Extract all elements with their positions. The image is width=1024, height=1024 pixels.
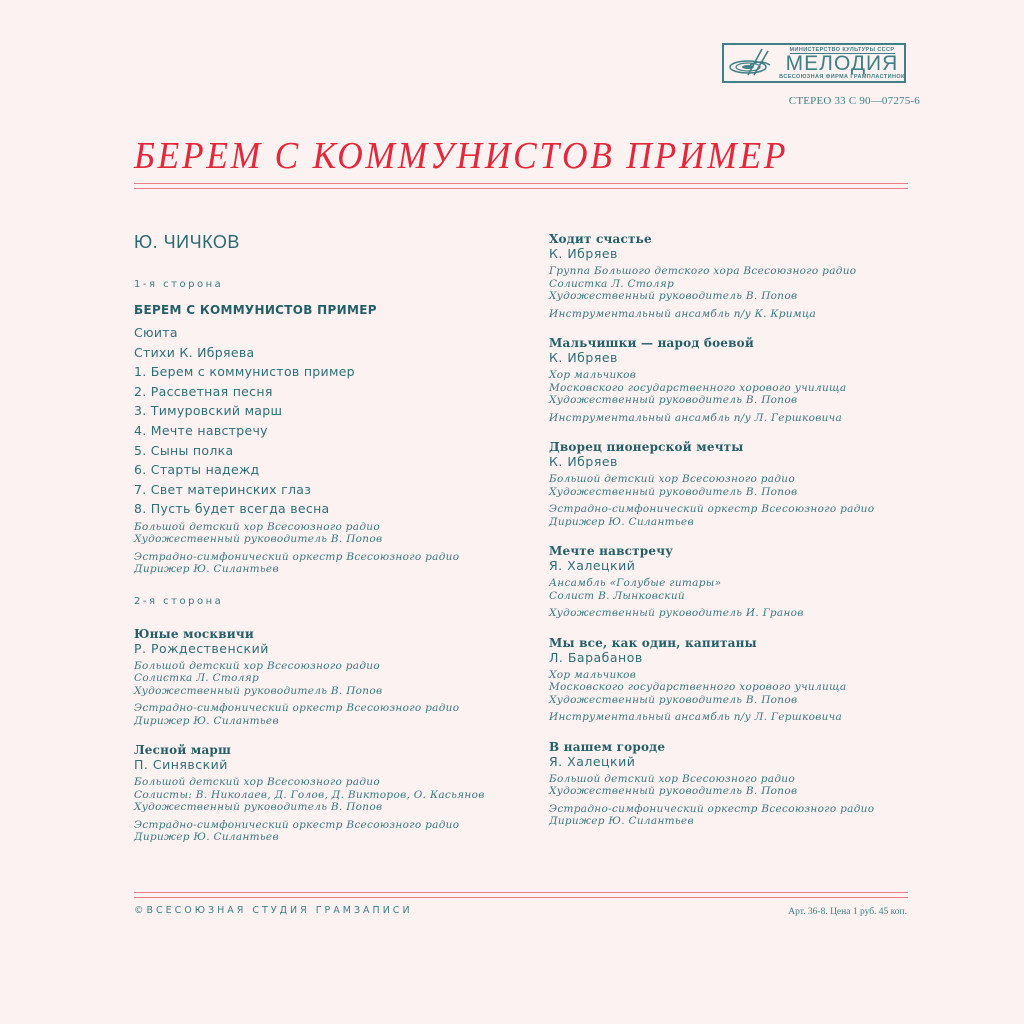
track-item: 3. Тимуровский марш — [134, 403, 283, 419]
credit-group — [134, 660, 514, 698]
song-author: Я. Халецкий — [549, 753, 636, 769]
credit-group — [134, 702, 514, 727]
credit-group — [549, 503, 929, 528]
credit-line: Художественный руководитель В. Попов — [549, 785, 798, 797]
song-title: Мальчишки — народ боевой — [549, 336, 754, 350]
credit-group — [549, 265, 929, 303]
side-2-label: 2-я сторона — [134, 595, 224, 607]
credit-group — [134, 819, 514, 844]
credit-line: Эстрадно-симфонический оркестр Всесоюзного радио — [134, 550, 460, 563]
credit-line: Художественный руководитель В. Попов — [549, 394, 798, 406]
credit-line: Большой детский хор Всесоюзного радио — [549, 772, 795, 785]
credit-line: Художественный руководитель И. Гранов — [549, 607, 804, 619]
credit-line: Дирижер Ю. Силантьев — [134, 714, 279, 727]
credit-line: Московского государственного хорового училища — [549, 381, 847, 394]
track-item: 8. Пусть будет всегда весна — [134, 501, 330, 517]
credit-line: Солисты: В. Николаев, Д. Голов, Д. Викторов, О. Касьянов — [134, 788, 485, 801]
song-title: Мы все, как один, капитаны — [549, 635, 757, 650]
track-item: 5. Сыны полка — [134, 442, 234, 458]
song-title: В нашем городе — [549, 739, 666, 754]
credit-line: Инструментальный ансамбль п/у Л. Гершковича — [549, 411, 843, 424]
credit-line: Солистка Л. Столяр — [134, 672, 260, 685]
side-1-label: 1-я сторона — [134, 279, 224, 290]
record-emblem-icon — [726, 45, 780, 81]
credit-line: Дирижер Ю. Силантьев — [549, 815, 694, 827]
song-title: Юные москвичи — [134, 626, 254, 641]
track-item: 2. Рассветная песня — [134, 383, 273, 399]
song-entry — [549, 544, 929, 620]
credit-line: Эстрадно-симфонический оркестр Всесоюзного радио — [134, 702, 460, 715]
catalog-number: СТЕРЕО 33 С 90—07275-6 — [788, 95, 920, 107]
song-entry — [549, 336, 929, 424]
credit-group — [549, 369, 929, 407]
credit-line: Московского государственного хорового училища — [549, 681, 847, 693]
song-author: К. Ибряев — [549, 454, 618, 469]
suite-lyrics: Стихи К. Ибряева — [134, 344, 255, 360]
credit-line: Большой детский хор Всесоюзного радио — [134, 520, 380, 533]
credit-group — [549, 607, 929, 620]
song-author: Л. Барабанов — [549, 649, 643, 665]
credit-line: Ансамбль «Голубые гитары» — [549, 577, 722, 589]
copyright-icon: © — [134, 905, 147, 916]
logo-brand: МЕЛОДИЯ — [785, 51, 899, 75]
credit-line: Большой детский хор Всесоюзного радио — [549, 473, 795, 485]
credit-line: Дирижер Ю. Силантьев — [134, 563, 279, 576]
track-item: 4. Мечте навстречу — [134, 422, 268, 438]
left-column — [134, 232, 514, 860]
credit-line: Дирижер Ю. Силантьев — [549, 515, 694, 528]
credit-line: Большой детский хор Всесоюзного радио — [134, 776, 380, 789]
credit-line: Эстрадно-симфонический оркестр Всесоюзного радио — [134, 818, 460, 831]
song-entry — [549, 232, 929, 320]
price-info: Арт. 36-8. Цена 1 руб. 45 коп. — [788, 907, 907, 917]
song-title: Мечте навстречу — [549, 544, 674, 558]
song-author: К. Ибряев — [549, 246, 618, 261]
credit-group — [549, 711, 929, 724]
credit-group — [134, 776, 514, 814]
credit-group — [549, 412, 929, 425]
credit-line: Хор мальчиков — [549, 668, 637, 681]
credit-line: Художественный руководитель В. Попов — [134, 684, 383, 697]
song-author: П. Синявский — [134, 757, 228, 773]
logo-firm-line: ВСЕСОЮЗНАЯ ФИРМА ГРАМПЛАСТИНОК — [779, 73, 905, 80]
album-title: БЕРЕМ С КОММУНИСТОВ ПРИМЕР — [134, 135, 789, 177]
credit-line: Художественный руководитель В. Попов — [134, 801, 383, 814]
track-item: 7. Свет материнских глаз — [134, 481, 312, 497]
credit-line: Художественный руководитель В. Попов — [549, 290, 798, 302]
credit-group — [549, 577, 929, 602]
credit-line: Большой детский хор Всесоюзного радио — [134, 659, 380, 672]
suite-title: БЕРЕМ С КОММУНИСТОВ ПРИМЕР — [134, 303, 377, 317]
song-title: Дворец пионерской мечты — [549, 440, 744, 454]
credit-line: Эстрадно-симфонический оркестр Всесоюзного радио — [549, 802, 875, 815]
song-author: К. Ибряев — [549, 350, 618, 365]
track-item: 1. Берем с коммунистов пример — [134, 364, 355, 380]
title-divider — [134, 183, 908, 189]
publisher-name: ВСЕСОЮЗНАЯ СТУДИЯ ГРАМЗАПИСИ — [146, 905, 413, 916]
song-entry — [549, 636, 929, 724]
credit-line: Дирижер Ю. Силантьев — [134, 831, 279, 844]
song-entry — [549, 440, 929, 528]
credit-group — [549, 473, 929, 498]
credit-group — [549, 803, 929, 828]
credit-group — [134, 521, 514, 546]
credit-group — [549, 669, 929, 707]
credit-line: Инструментальный ансамбль п/у Л. Гершковича — [549, 711, 843, 723]
track-list — [134, 362, 514, 519]
side-2-section — [134, 596, 514, 844]
credit-line: Группа Большого детского хора Всесоюзного радио — [549, 265, 857, 277]
credit-line: Хор мальчиков — [549, 369, 637, 381]
song-author: Р. Рождественский — [134, 640, 269, 656]
credit-line: Художественный руководитель В. Попов — [549, 693, 798, 706]
credit-group — [549, 308, 929, 321]
suite-credits — [134, 521, 514, 576]
song-title: Ходит счастье — [549, 232, 652, 246]
track-item: 6. Старты надежд — [134, 462, 260, 478]
credit-line: Солистка Л. Столяр — [549, 277, 675, 290]
song-entry — [134, 627, 514, 728]
publisher-credit — [134, 905, 413, 916]
song-entry — [134, 743, 514, 844]
composer-name: Ю. ЧИЧКОВ — [134, 232, 240, 252]
credit-line: Художественный руководитель В. Попов — [549, 485, 798, 498]
footer-divider — [134, 892, 908, 898]
logo-ministry-line: МИНИСТЕРСТВО КУЛЬТУРЫ СССР — [789, 46, 895, 53]
credit-group — [549, 773, 929, 798]
song-title: Лесной марш — [134, 743, 232, 758]
credit-line: Эстрадно-симфонический оркестр Всесоюзного радио — [549, 503, 875, 515]
right-column — [549, 232, 929, 844]
melodiya-logo — [722, 43, 906, 83]
song-entry — [549, 740, 929, 828]
credit-line: Инструментальный ансамбль п/у К. Кримца — [549, 307, 817, 320]
credit-line: Художественный руководитель В. Попов — [134, 533, 383, 546]
song-author: Я. Халецкий — [549, 558, 636, 573]
credit-group — [134, 551, 514, 576]
suite-subtitle: Сюита — [134, 325, 178, 340]
credit-line: Солист В. Лынковский — [549, 589, 685, 602]
